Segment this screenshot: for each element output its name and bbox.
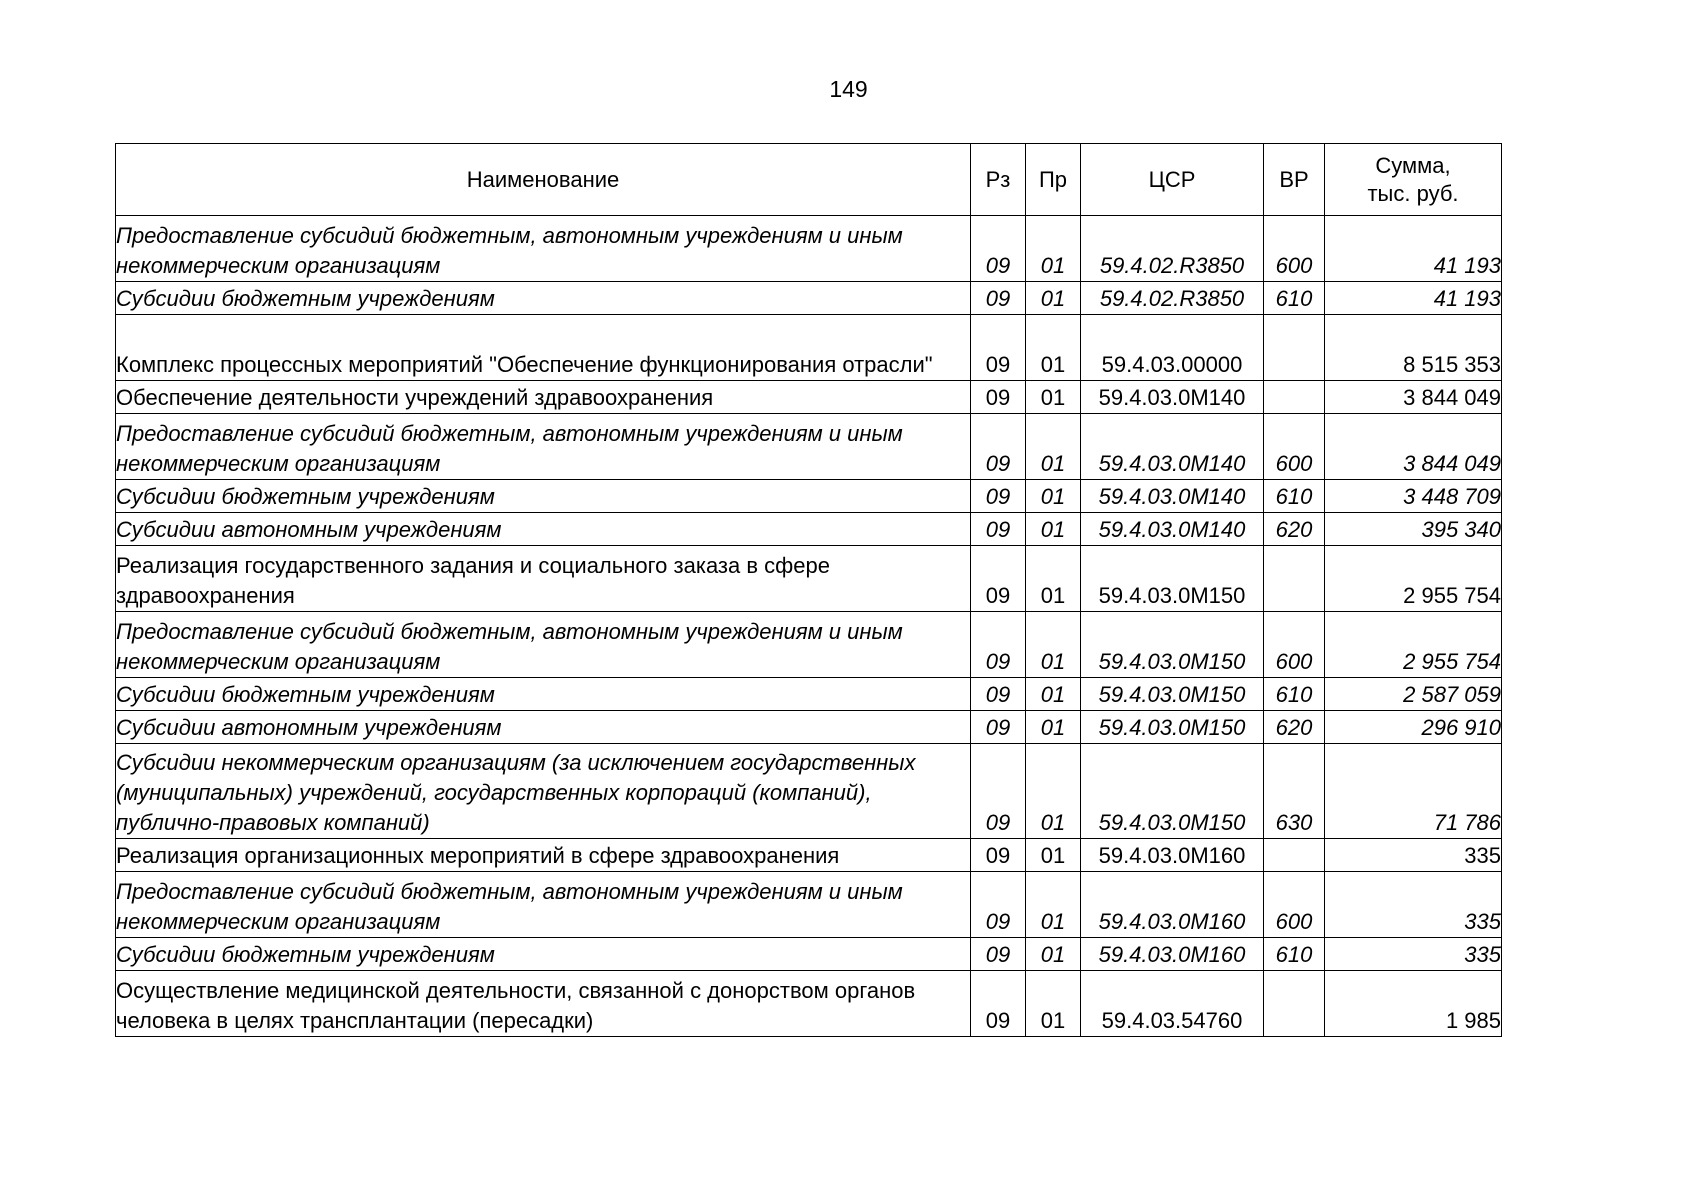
cell-name: Обеспечение деятельности учреждений здравоохранения bbox=[116, 381, 971, 414]
cell-rz: 09 bbox=[971, 744, 1026, 839]
cell-name: Субсидии автономным учреждениям bbox=[116, 711, 971, 744]
table-row bbox=[116, 414, 1502, 480]
cell-name: Предоставление субсидий бюджетным, автономным учреждениям и иным некоммерческим организациям bbox=[116, 414, 971, 480]
table-row bbox=[116, 971, 1502, 1037]
cell-pr: 01 bbox=[1026, 546, 1081, 612]
table-row bbox=[116, 678, 1502, 711]
cell-pr: 01 bbox=[1026, 315, 1081, 381]
cell-pr: 01 bbox=[1026, 480, 1081, 513]
table-row bbox=[116, 744, 1502, 839]
cell-pr: 01 bbox=[1026, 282, 1081, 315]
cell-vr bbox=[1264, 971, 1325, 1037]
cell-vr: 610 bbox=[1264, 938, 1325, 971]
header-csr: ЦСР bbox=[1081, 144, 1264, 216]
cell-csr: 59.4.03.0М160 bbox=[1081, 872, 1264, 938]
table-row bbox=[116, 839, 1502, 872]
header-sum-line1: Сумма, bbox=[1375, 152, 1451, 178]
cell-sum: 3 844 049 bbox=[1325, 414, 1502, 480]
cell-pr: 01 bbox=[1026, 744, 1081, 839]
cell-rz: 09 bbox=[971, 678, 1026, 711]
cell-pr: 01 bbox=[1026, 971, 1081, 1037]
cell-vr: 620 bbox=[1264, 711, 1325, 744]
cell-sum: 1 985 bbox=[1325, 971, 1502, 1037]
cell-rz: 09 bbox=[971, 839, 1026, 872]
cell-sum: 335 bbox=[1325, 872, 1502, 938]
cell-sum: 2 587 059 bbox=[1325, 678, 1502, 711]
cell-rz: 09 bbox=[971, 480, 1026, 513]
cell-name: Реализация организационных мероприятий в сфере здравоохранения bbox=[116, 839, 971, 872]
cell-name: Субсидии бюджетным учреждениям bbox=[116, 678, 971, 711]
cell-csr: 59.4.03.0М150 bbox=[1081, 711, 1264, 744]
cell-name: Предоставление субсидий бюджетным, автономным учреждениям и иным некоммерческим организациям bbox=[116, 872, 971, 938]
cell-sum: 3 448 709 bbox=[1325, 480, 1502, 513]
table-row bbox=[116, 612, 1502, 678]
cell-csr: 59.4.03.0М160 bbox=[1081, 839, 1264, 872]
cell-csr: 59.4.02.R3850 bbox=[1081, 282, 1264, 315]
cell-csr: 59.4.03.0М140 bbox=[1081, 480, 1264, 513]
cell-csr: 59.4.03.00000 bbox=[1081, 315, 1264, 381]
cell-sum: 2 955 754 bbox=[1325, 612, 1502, 678]
cell-vr: 610 bbox=[1264, 480, 1325, 513]
cell-sum: 8 515 353 bbox=[1325, 315, 1502, 381]
cell-sum: 71 786 bbox=[1325, 744, 1502, 839]
cell-sum: 335 bbox=[1325, 839, 1502, 872]
cell-csr: 59.4.03.0М140 bbox=[1081, 414, 1264, 480]
cell-vr bbox=[1264, 546, 1325, 612]
cell-csr: 59.4.03.0М140 bbox=[1081, 513, 1264, 546]
cell-sum: 296 910 bbox=[1325, 711, 1502, 744]
table-row bbox=[116, 711, 1502, 744]
cell-name: Субсидии бюджетным учреждениям bbox=[116, 480, 971, 513]
cell-vr bbox=[1264, 315, 1325, 381]
cell-rz: 09 bbox=[971, 711, 1026, 744]
cell-pr: 01 bbox=[1026, 839, 1081, 872]
cell-rz: 09 bbox=[971, 282, 1026, 315]
table-row bbox=[116, 546, 1502, 612]
table-row bbox=[116, 938, 1502, 971]
cell-rz: 09 bbox=[971, 513, 1026, 546]
table-body bbox=[116, 216, 1502, 1037]
cell-pr: 01 bbox=[1026, 612, 1081, 678]
cell-rz: 09 bbox=[971, 546, 1026, 612]
table-row bbox=[116, 282, 1502, 315]
table-row bbox=[116, 480, 1502, 513]
cell-sum: 3 844 049 bbox=[1325, 381, 1502, 414]
table-header-row bbox=[116, 144, 1502, 216]
cell-vr: 600 bbox=[1264, 872, 1325, 938]
cell-pr: 01 bbox=[1026, 414, 1081, 480]
cell-pr: 01 bbox=[1026, 513, 1081, 546]
table-row bbox=[116, 872, 1502, 938]
cell-name: Комплекс процессных мероприятий "Обеспечение функционирования отрасли" bbox=[116, 315, 971, 381]
cell-pr: 01 bbox=[1026, 678, 1081, 711]
cell-csr: 59.4.03.0М160 bbox=[1081, 938, 1264, 971]
cell-csr: 59.4.03.0М150 bbox=[1081, 744, 1264, 839]
cell-name: Субсидии бюджетным учреждениям bbox=[116, 282, 971, 315]
cell-vr: 630 bbox=[1264, 744, 1325, 839]
table-row bbox=[116, 381, 1502, 414]
cell-sum: 41 193 bbox=[1325, 216, 1502, 282]
cell-pr: 01 bbox=[1026, 381, 1081, 414]
cell-rz: 09 bbox=[971, 414, 1026, 480]
cell-vr bbox=[1264, 839, 1325, 872]
cell-name: Осуществление медицинской деятельности, связанной с донорством органов человека в целях трансплантации (пересадки) bbox=[116, 971, 971, 1037]
cell-name: Субсидии автономным учреждениям bbox=[116, 513, 971, 546]
cell-vr: 610 bbox=[1264, 678, 1325, 711]
cell-name: Предоставление субсидий бюджетным, автономным учреждениям и иным некоммерческим организациям bbox=[116, 612, 971, 678]
cell-vr: 610 bbox=[1264, 282, 1325, 315]
cell-rz: 09 bbox=[971, 938, 1026, 971]
table-row bbox=[116, 513, 1502, 546]
header-pr: Пр bbox=[1026, 144, 1081, 216]
cell-csr: 59.4.03.54760 bbox=[1081, 971, 1264, 1037]
cell-vr: 600 bbox=[1264, 414, 1325, 480]
header-sum bbox=[1325, 144, 1502, 216]
cell-pr: 01 bbox=[1026, 872, 1081, 938]
cell-vr: 600 bbox=[1264, 216, 1325, 282]
cell-name: Субсидии некоммерческим организациям (за исключением государственных (муниципальных) учреждений, государственных корпораций (компаний), публично-правовых компаний) bbox=[116, 744, 971, 839]
cell-vr: 620 bbox=[1264, 513, 1325, 546]
header-vr: ВР bbox=[1264, 144, 1325, 216]
cell-pr: 01 bbox=[1026, 216, 1081, 282]
header-sum-line2: тыс. руб. bbox=[1367, 180, 1459, 206]
cell-rz: 09 bbox=[971, 971, 1026, 1037]
cell-csr: 59.4.03.0М140 bbox=[1081, 381, 1264, 414]
cell-pr: 01 bbox=[1026, 938, 1081, 971]
cell-rz: 09 bbox=[971, 216, 1026, 282]
cell-csr: 59.4.03.0М150 bbox=[1081, 546, 1264, 612]
cell-rz: 09 bbox=[971, 315, 1026, 381]
cell-name: Реализация государственного задания и социального заказа в сфере здравоохранения bbox=[116, 546, 971, 612]
cell-rz: 09 bbox=[971, 612, 1026, 678]
cell-pr: 01 bbox=[1026, 711, 1081, 744]
cell-sum: 2 955 754 bbox=[1325, 546, 1502, 612]
cell-rz: 09 bbox=[971, 872, 1026, 938]
cell-rz: 09 bbox=[971, 381, 1026, 414]
table-row bbox=[116, 216, 1502, 282]
cell-vr: 600 bbox=[1264, 612, 1325, 678]
table-row bbox=[116, 315, 1502, 381]
cell-name: Субсидии бюджетным учреждениям bbox=[116, 938, 971, 971]
cell-sum: 335 bbox=[1325, 938, 1502, 971]
budget-table bbox=[115, 143, 1502, 1037]
cell-csr: 59.4.02.R3850 bbox=[1081, 216, 1264, 282]
page-number: 149 bbox=[829, 76, 868, 102]
header-rz: Рз bbox=[971, 144, 1026, 216]
cell-csr: 59.4.03.0М150 bbox=[1081, 612, 1264, 678]
cell-vr bbox=[1264, 381, 1325, 414]
cell-sum: 395 340 bbox=[1325, 513, 1502, 546]
cell-name: Предоставление субсидий бюджетным, автономным учреждениям и иным некоммерческим организациям bbox=[116, 216, 971, 282]
cell-csr: 59.4.03.0М150 bbox=[1081, 678, 1264, 711]
cell-sum: 41 193 bbox=[1325, 282, 1502, 315]
header-name: Наименование bbox=[116, 144, 971, 216]
